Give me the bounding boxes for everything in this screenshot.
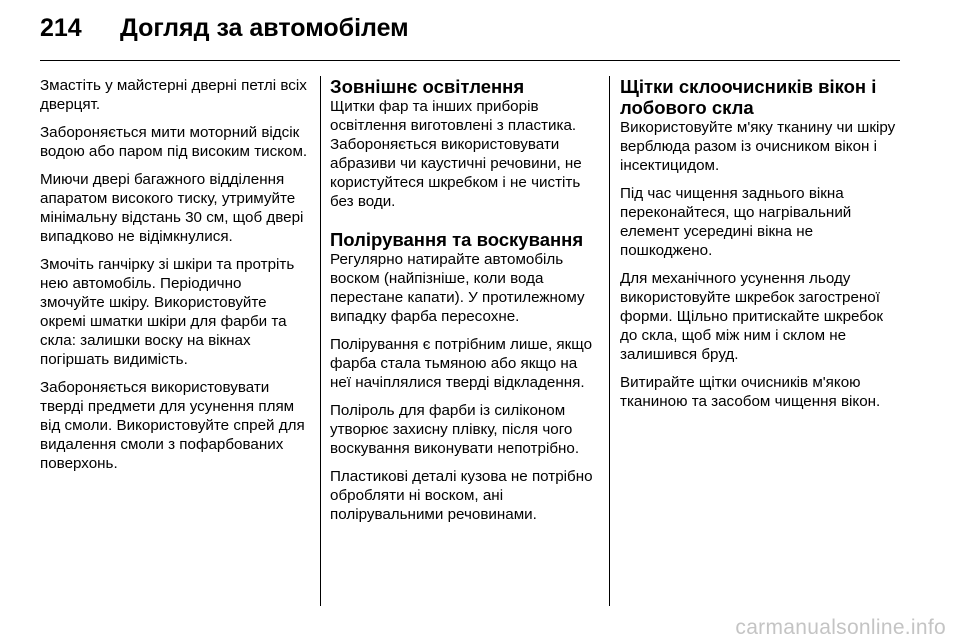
heading-wiper-blades: Щітки склоочисників вікон і лобового скла bbox=[620, 76, 877, 118]
watermark-text: carmanualsonline.info bbox=[735, 616, 946, 639]
paragraph-wiper-cleaning: Витирайте щітки очисників м'якою тканиною та засобом чищення вікон. bbox=[620, 374, 881, 410]
paragraph-chamois: Змочіть ганчірку зі шкіри та протріть нею автомобіль. Періодично змочуйте шкіру. Використовуйте окремі шматки шкіри для фарби та скла: залишки воску на вікнах погіршать видимість. bbox=[40, 256, 295, 368]
column-1 bbox=[40, 76, 310, 482]
paragraph-rear-window: Під час чищення заднього вікна переконайтеся, що нагрівальний елемент усередині вікна не пошкоджено. bbox=[620, 185, 852, 259]
paragraph-tar-spots: Забороняється використовувати тверді предмети для усунення плям від смоли. Використовуйте спрей для видалення смоли з пофарбованих поверхонь. bbox=[40, 379, 305, 472]
heading-polishing-waxing: Полірування та воскування bbox=[330, 229, 584, 250]
paragraph-polishing: Полірування є потрібним лише, якщо фарба стала тьмяною або якщо на неї начіплялися тверді відкладення. bbox=[330, 336, 593, 391]
paragraph-waxing: Регулярно натирайте автомобіль воском (найпізніше, коли вода перестане капати). У протилежному випадку фарба пересохне. bbox=[330, 251, 585, 325]
paragraph-door-hinges: Змастіть у майстерні дверні петлі всіх дверцят. bbox=[40, 77, 307, 113]
column-divider-2 bbox=[609, 76, 610, 606]
paragraph-engine-bay: Забороняється мити моторний відсік водою або паром під високим тиском. bbox=[40, 124, 308, 160]
column-3 bbox=[620, 76, 902, 420]
paragraph-silicone-polish: Поліроль для фарби із силіконом утворює захисну плівку, після чого воскування виконувати непотрібно. bbox=[330, 402, 580, 457]
header-divider bbox=[40, 60, 900, 61]
paragraph-exterior-lights: Щитки фар та інших приборів освітлення виготовлені з пластика. Забороняється використовувати абразиви чи каустичні речовини, не користуйтеся шкребком і не чистіть без води. bbox=[330, 98, 582, 210]
page-header bbox=[0, 0, 960, 62]
page-number: 214 bbox=[40, 14, 82, 42]
paragraph-ice-scraper: Для механічного усунення льоду використовуйте шкребок загостреної форми. Щільно притискайте шкребок до скла, щоб між ним і склом не залишився бруд. bbox=[620, 270, 884, 363]
paragraph-tailgate-washing: Миючи двері багажного відділення апаратом високого тиску, утримуйте мінімальну відстань 30 см, щоб двері випадково не відімкнулися. bbox=[40, 171, 304, 245]
paragraph-soft-cloth: Використовуйте м'яку тканину чи шкіру верблюда разом із очисником вікон і інсектицидом. bbox=[620, 119, 896, 174]
column-divider-1 bbox=[320, 76, 321, 606]
paragraph-plastic-parts: Пластикові деталі кузова не потрібно обробляти ні воском, ані полірувальними речовинами. bbox=[330, 468, 593, 523]
column-2 bbox=[330, 76, 602, 533]
page-title: Догляд за автомобілем bbox=[120, 14, 409, 42]
heading-exterior-lights: Зовнішнє освітлення bbox=[330, 76, 525, 97]
